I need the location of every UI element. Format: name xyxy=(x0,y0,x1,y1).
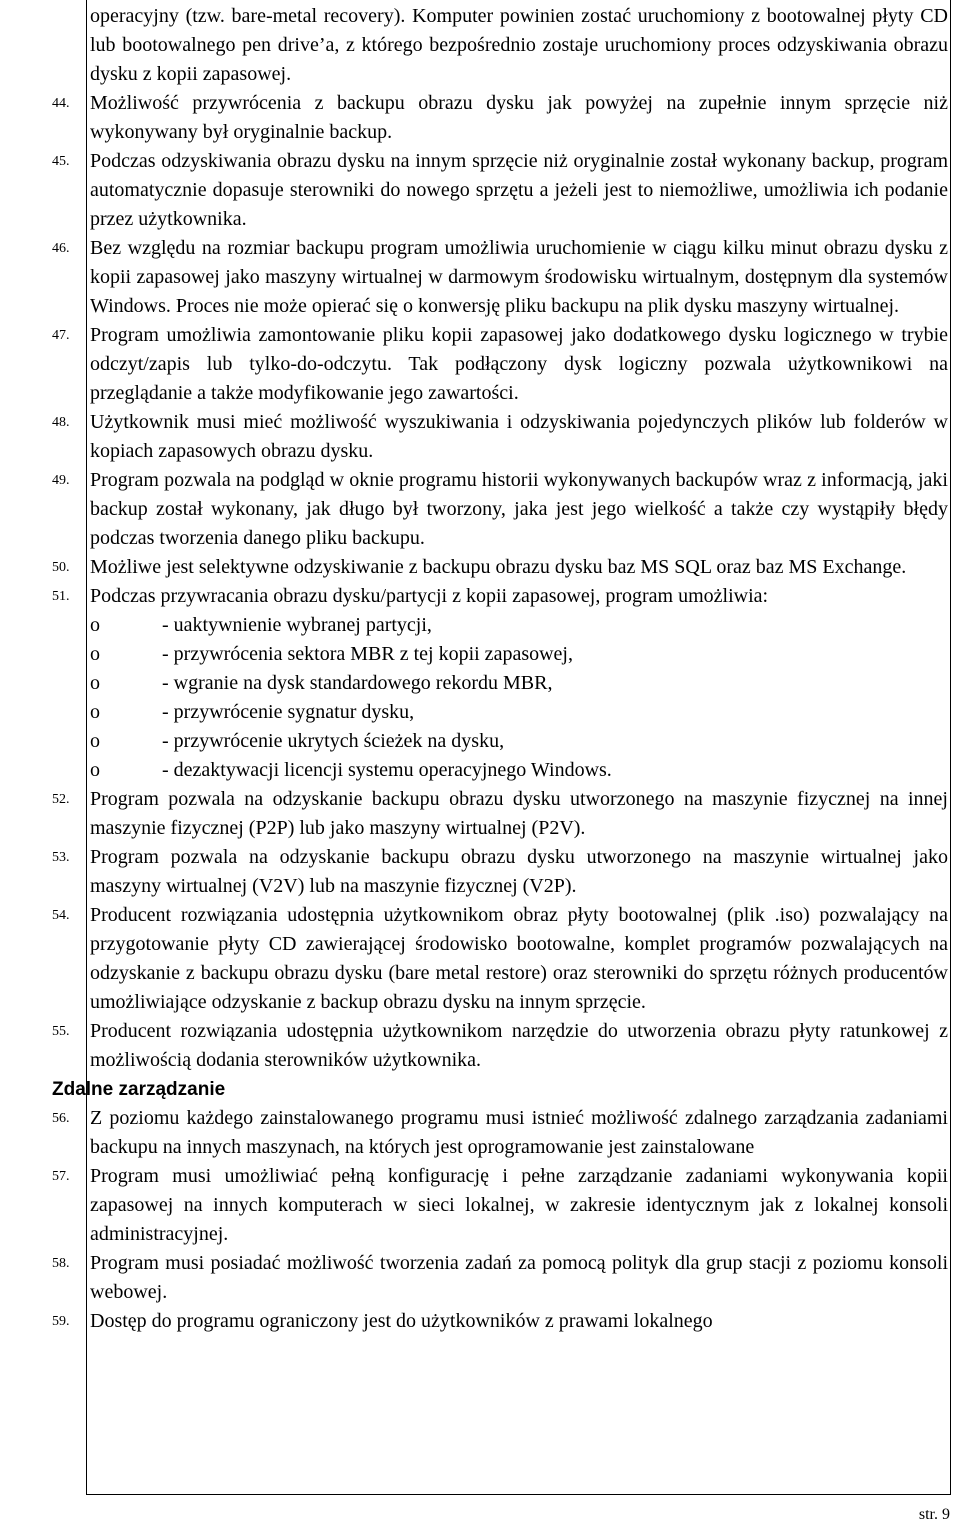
sub-list-item xyxy=(52,640,948,669)
sub-item-text: - dezaktywacji licencji systemu operacyjnego Windows. xyxy=(162,759,612,781)
list-item xyxy=(52,1307,948,1336)
list-item xyxy=(52,321,948,408)
list-a xyxy=(52,89,948,611)
list-item xyxy=(52,408,948,466)
list-item xyxy=(52,901,948,1017)
list-item xyxy=(52,582,948,611)
item-text: Program umożliwia zamontowanie pliku kopii zapasowej jako dodatkowego dysku logicznego w trybie odczyt/zapis lub tylko-do-odczytu. Tak podłączony dysk logiczny pozwala użytkownikowi na przeglądanie a także modyfikowanie jego zawartości. xyxy=(90,324,948,404)
list-c xyxy=(52,1104,948,1336)
list-item xyxy=(52,1104,948,1162)
item-number: 57. xyxy=(52,1169,70,1184)
item-number: 59. xyxy=(52,1314,70,1329)
document-body xyxy=(52,2,948,1336)
item-number: 56. xyxy=(52,1111,70,1126)
list-item xyxy=(52,1017,948,1075)
item-number: 53. xyxy=(52,850,70,865)
list-b xyxy=(52,785,948,1075)
bullet-marker: o xyxy=(90,730,100,752)
sub-list-item xyxy=(52,756,948,785)
sub-item-text: - uaktywnienie wybranej partycji, xyxy=(162,614,432,636)
item-number: 49. xyxy=(52,473,70,488)
list-item xyxy=(52,234,948,321)
sub-list-item xyxy=(52,698,948,727)
sub-item-text: - wgranie na dysk standardowego rekordu MBR, xyxy=(162,672,553,694)
item-number: 55. xyxy=(52,1024,70,1039)
item-text: Możliwe jest selektywne odzyskiwanie z backupu obrazu dysku baz MS SQL oraz baz MS Exchange. xyxy=(90,556,907,578)
bullet-marker: o xyxy=(90,701,100,723)
item-text: Podczas przywracania obrazu dysku/partycji z kopii zapasowej, program umożliwia: xyxy=(90,585,769,607)
item-text: Użytkownik musi mieć możliwość wyszukiwania i odzyskiwania pojedynczych plików lub folderów w kopiach zapasowych obrazu dysku. xyxy=(90,411,948,462)
item-number: 45. xyxy=(52,154,70,169)
list-item xyxy=(52,1249,948,1307)
sub-list-item xyxy=(52,727,948,756)
intro-paragraph: operacyjny (tzw. bare-metal recovery). Komputer powinien zostać uruchomiony z bootowalnej płyty CD lub bootowalnego pen drive’a, z którego bezpośrednio zostaje uruchomiony proces odzyskiwania obrazu dysku z kopii zapasowej. xyxy=(90,5,948,85)
sub-item-text: - przywrócenie ukrytych ścieżek na dysku, xyxy=(162,730,505,752)
item-number: 52. xyxy=(52,792,70,807)
item-text: Bez względu na rozmiar backupu program umożliwia uruchomienie w ciągu kilku minut obrazu dysku z kopii zapasowej jako maszyny wirtualnej w darmowym środowisku wirtualnym, dostępnym dla systemów Windows. Proces nie może opierać się o konwersję pliku backupu na plik dysku maszyny wirtualnej. xyxy=(90,237,948,317)
item-number: 46. xyxy=(52,241,70,256)
bullet-marker: o xyxy=(90,672,100,694)
sub-item-text: - przywrócenia sektora MBR z tej kopii zapasowej, xyxy=(162,643,573,665)
list-item xyxy=(52,466,948,553)
item-text: Dostęp do programu ograniczony jest do użytkowników z prawami lokalnego xyxy=(90,1310,713,1332)
item-number: 48. xyxy=(52,415,70,430)
item-text: Możliwość przywrócenia z backupu obrazu dysku jak powyżej na zupełnie innym sprzęcie niż wykonywany był oryginalnie backup. xyxy=(90,92,948,143)
item-text: Program pozwala na odzyskanie backupu obrazu dysku utworzonego na maszynie wirtualnej jako maszyny wirtualnej (V2V) lub na maszynie fizycznej (V2P). xyxy=(90,846,948,897)
section-heading: Zdalne zarządzanie xyxy=(52,1079,226,1100)
bullet-marker: o xyxy=(90,614,100,636)
item-number: 58. xyxy=(52,1256,70,1271)
list-item xyxy=(52,553,948,582)
bullet-marker: o xyxy=(90,643,100,665)
item-text: Z poziomu każdego zainstalowanego programu musi istnieć możliwość zdalnego zarządzania zadaniami backupu na innych maszynach, na których jest oprogramowanie jest zainstalowane xyxy=(90,1107,948,1158)
item-text: Program musi umożliwiać pełną konfigurację i pełne zarządzanie zadaniami wykonywania kopii zapasowej na innych komputerach w sieci lokalnej, w zakresie identycznym jak z lokalnej konsoli administracyjnej. xyxy=(90,1165,948,1245)
item-number: 47. xyxy=(52,328,70,343)
item-text: Producent rozwiązania udostępnia użytkownikom narzędzie do utworzenia obrazu płyty ratunkowej z możliwością dodania sterowników użytkownika. xyxy=(90,1020,948,1071)
list-item xyxy=(52,147,948,234)
sub-list xyxy=(52,611,948,785)
item-number: 51. xyxy=(52,589,70,604)
sub-item-text: - przywrócenie sygnatur dysku, xyxy=(162,701,415,723)
item-text: Program pozwala na odzyskanie backupu obrazu dysku utworzonego na maszynie fizycznej na innej maszynie fizycznej (P2P) lub jako maszyny wirtualnej (P2V). xyxy=(90,788,948,839)
item-text: Producent rozwiązania udostępnia użytkownikom obraz płyty bootowalnej (plik .iso) pozwalający na przygotowanie płyty CD zawierającej środowisko bootowalne, komplet programów pozwalających na odzyskanie z backupu obrazu dysku (bare metal restore) oraz sterowniki do sprzętu różnych producentów umożliwiające odzyskanie z backup obrazu dysku na innym sprzęcie. xyxy=(90,904,948,1013)
item-number: 54. xyxy=(52,908,70,923)
item-number: 50. xyxy=(52,560,70,575)
bullet-marker: o xyxy=(90,759,100,781)
item-text: Program musi posiadać możliwość tworzenia zadań za pomocą polityk dla grup stacji z poziomu konsoli webowej. xyxy=(90,1252,948,1303)
sub-list-item xyxy=(52,669,948,698)
item-number: 44. xyxy=(52,96,70,111)
item-text: Podczas odzyskiwania obrazu dysku na innym sprzęcie niż oryginalnie został wykonany backup, program automatycznie dopasuje sterowniki do nowego sprzętu a jeżeli jest to niemożliwe, umożliwia ich podanie przez użytkownika. xyxy=(90,150,948,230)
sub-list-item xyxy=(52,611,948,640)
item-text: Program pozwala na podgląd w oknie programu historii wykonywanych backupów wraz z informacją, jaki backup został wykonany, jak długo był tworzony, jaka jest jego wielkość a także czy wystąpiły błędy podczas tworzenia danego pliku backupu. xyxy=(90,469,948,549)
list-item xyxy=(52,1162,948,1249)
list-item xyxy=(52,89,948,147)
list-item xyxy=(52,843,948,901)
list-item xyxy=(52,785,948,843)
page-number: str. 9 xyxy=(918,1506,950,1523)
